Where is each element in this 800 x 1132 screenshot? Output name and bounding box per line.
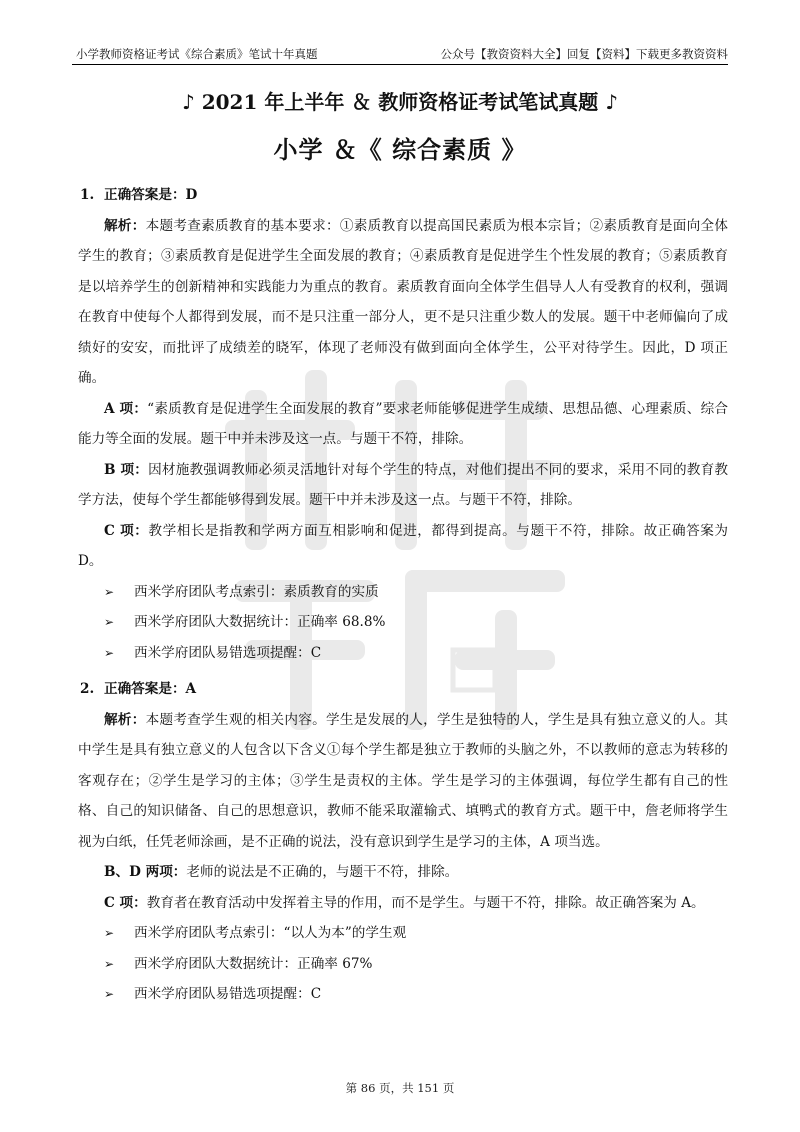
arrow-bullet-icon: ➢: [104, 645, 115, 660]
arrow-bullet-icon: ➢: [104, 615, 115, 629]
option-label: C 项：: [104, 522, 149, 539]
page-footer: 第 86 页，共 151 页: [345, 1081, 455, 1095]
option-label: C 项：: [104, 894, 147, 911]
question-1-option-b: [78, 455, 728, 516]
list-item: [104, 918, 728, 949]
question-1-option-c: [78, 516, 728, 577]
analysis-text: 本题考查素质教育的基本要求：①素质教育以提高国民素质为根本宗旨；②素质教育是面向全体学生的教育；③素质教育是促进学生全面发展的教育；④素质教育是促进学生个性发展的教育；⑤素质教育是以培养学生的创新精神和实践能力为重点的教育。素质教育面向全体学生倡导人人有受教育的权利，强调在教育中使每个人都得到发展，而不是只注重一部分人，更不是只注重少数人的发展。题干中老师偏向了成绩好的安安，而批评了成绩差的晓军，体现了老师没有做到面向全体学生，公平对待学生。因此，D 项正确。: [78, 217, 729, 386]
note-text: 西米学府团队易错选项提醒：C: [134, 644, 322, 661]
question-2-answer: [78, 674, 728, 705]
answer-text: 正确答案是：D: [104, 187, 198, 203]
arrow-bullet-icon: ➢: [104, 956, 115, 971]
doc-subtitle: 小学 ＆《 综合素质 》: [273, 135, 527, 164]
analysis-label: 解析：: [104, 217, 146, 234]
question-number: 1.: [80, 187, 95, 203]
arrow-bullet-icon: ➢: [104, 584, 115, 599]
question-2-option-c: [78, 888, 728, 919]
list-item: [104, 979, 728, 1010]
arrow-bullet-icon: ➢: [104, 926, 115, 940]
page-header: [72, 44, 728, 65]
option-text: “素质教育是促进学生全面发展的教育”要求老师能够促进学生成绩、思想品德、心理素质、综合能力等全面的发展。题干中并未涉及这一点。与题干不符，排除。: [78, 400, 728, 447]
header-left-text: 小学教师资格证考试《综合素质》笔试十年真题: [76, 47, 318, 61]
option-text: 因材施教强调教师必须灵活地针对每个学生的特点，对他们提出不同的要求，采用不同的教育教学方法，使每个学生都能够得到发展。题干中并未涉及这一点。与题干不符，排除。: [78, 461, 728, 508]
note-text: 西米学府团队大数据统计：正确率 68.8%: [134, 614, 386, 630]
note-text: 西米学府团队考点索引：素质教育的实质: [134, 583, 379, 600]
question-2-option-bd: [78, 857, 728, 888]
list-item: [104, 607, 728, 638]
header-right-text: 公众号【教资资料大全】回复【资料】下载更多教资资料: [440, 47, 728, 61]
question-2-analysis: [78, 705, 728, 858]
option-text: 教学相长是指教和学两方面互相影响和促进，都得到提高。与题干不符，排除。故正确答案为 D。: [78, 522, 729, 569]
analysis-text: 本题考查学生观的相关内容。学生是发展的人，学生是独特的人，学生是具有独立意义的人。其中学生是具有独立意义的人包含以下含义①每个学生都是独立于教师的头脑之外，不以教师的意志为转移的客观存在；②学生是学习的主体；③学生是责权的主体。学生是学习的主体强调，每位学生都有自己的性格、自己的知识储备、自己的思想意识，教师不能采取灌输式、填鸭式的教育方式。题干中，詹老师将学生视为白纸，任凭老师涂画，是不正确的说法，没有意识到学生是学习的主体，A 项当选。: [78, 711, 729, 850]
option-text: 老师的说法是不正确的，与题干不符，排除。: [186, 864, 459, 880]
list-item: [104, 577, 728, 608]
question-1-analysis: [78, 211, 728, 394]
question-number: 2.: [80, 681, 95, 697]
option-text: 教育者在教育活动中发挥着主导的作用，而不是学生。与题干不符，排除。故正确答案为 A。: [146, 894, 705, 911]
doc-title: ♪ 2021 年上半年 ＆ 教师资格证考试笔试真题 ♪: [181, 90, 618, 114]
arrow-bullet-icon: ➢: [104, 987, 115, 1001]
note-text: 西米学府团队考点索引：“以人为本”的学生观: [134, 925, 407, 941]
answer-text: 正确答案是：A: [104, 681, 197, 697]
page-content: [78, 180, 728, 1010]
option-label: A 项：: [104, 400, 148, 417]
question-2-notes: [78, 918, 728, 1010]
question-1-option-a: [78, 394, 728, 455]
analysis-label: 解析：: [104, 711, 146, 728]
list-item: [104, 638, 728, 669]
option-label: B 项：: [104, 461, 149, 478]
note-text: 西米学府团队大数据统计：正确率 67%: [134, 955, 373, 972]
list-item: [104, 949, 728, 980]
question-1-answer: [78, 180, 728, 211]
note-text: 西米学府团队易错选项提醒：C: [134, 986, 322, 1002]
question-1-notes: [78, 577, 728, 669]
option-label: B、D 两项：: [104, 864, 187, 880]
